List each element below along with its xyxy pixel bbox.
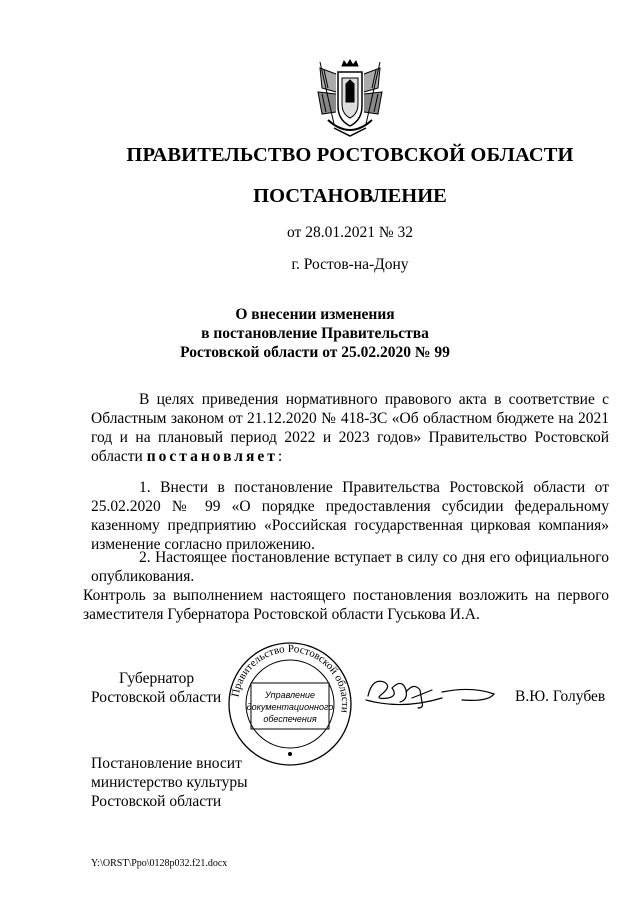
coat-of-arms-icon <box>314 58 386 142</box>
document-city: г. Ростов-на-Дону <box>291 256 409 273</box>
stamp-ring-text: Правительство Ростовской области <box>229 642 352 714</box>
decree-word: постановляет <box>146 448 278 465</box>
decree-tail: : <box>277 448 283 465</box>
signer-name: В.Ю. Голубев <box>515 688 606 705</box>
official-stamp <box>227 641 353 767</box>
signer-position-line: Губернатор <box>119 670 195 687</box>
stamp-inner-line: Управление <box>264 690 316 700</box>
author-line: Ростовской области <box>91 793 222 810</box>
subject-line: О внесении изменения <box>235 306 395 323</box>
signer-position-line: Ростовской области <box>91 689 222 706</box>
document-date-number: от 28.01.2021 № 32 <box>287 224 413 241</box>
handwritten-signature <box>362 668 497 714</box>
author-line: министерство культуры <box>91 774 248 791</box>
subject-line: в постановление Правительства <box>201 325 429 342</box>
stamp-inner-line: обеспечения <box>263 714 317 724</box>
author-line: Постановление вносит <box>91 755 242 772</box>
item-2-paragraph: 2. Настоящее постановление вступает в силу со дня его официального опубликования. <box>91 549 609 585</box>
stamp-inner-line: документационного <box>246 702 334 712</box>
document-type: ПОСТАНОВЛЕНИЕ <box>253 185 447 207</box>
author-block <box>91 754 248 811</box>
signer-position <box>91 669 221 707</box>
preamble-text: В целях приведения нормативного правового акта в соответствие с Областным законом от 21.12.2020 № 418-ЗС «Об областном бюджете на 2021 год и на плановый период 2022 и 2023 годов» Правительство Ростовской области <box>91 391 609 465</box>
item-3-paragraph: Контроль за выполнением настоящего постановления возложить на первого заместителя Губернатора Ростовской области Гуськова И.А. <box>83 587 609 623</box>
file-path-footer: Y:\ORST\Ppo\0128p032.f21.docx <box>91 858 228 869</box>
government-title: ПРАВИТЕЛЬСТВО РОСТОВСКОЙ ОБЛАСТИ <box>126 144 574 166</box>
preamble-paragraph <box>91 390 609 466</box>
subject-line: Ростовской области от 25.02.2020 № 99 <box>180 344 450 361</box>
item-1-paragraph: 1. Внести в постановление Правительства Ростовской области от 25.02.2020 № 99 «О порядке предоставления субсидии федеральному казенному предприятию «Российская государственная цирковая компания» изменение согласно приложению. <box>91 479 609 553</box>
document-subject <box>0 305 630 362</box>
